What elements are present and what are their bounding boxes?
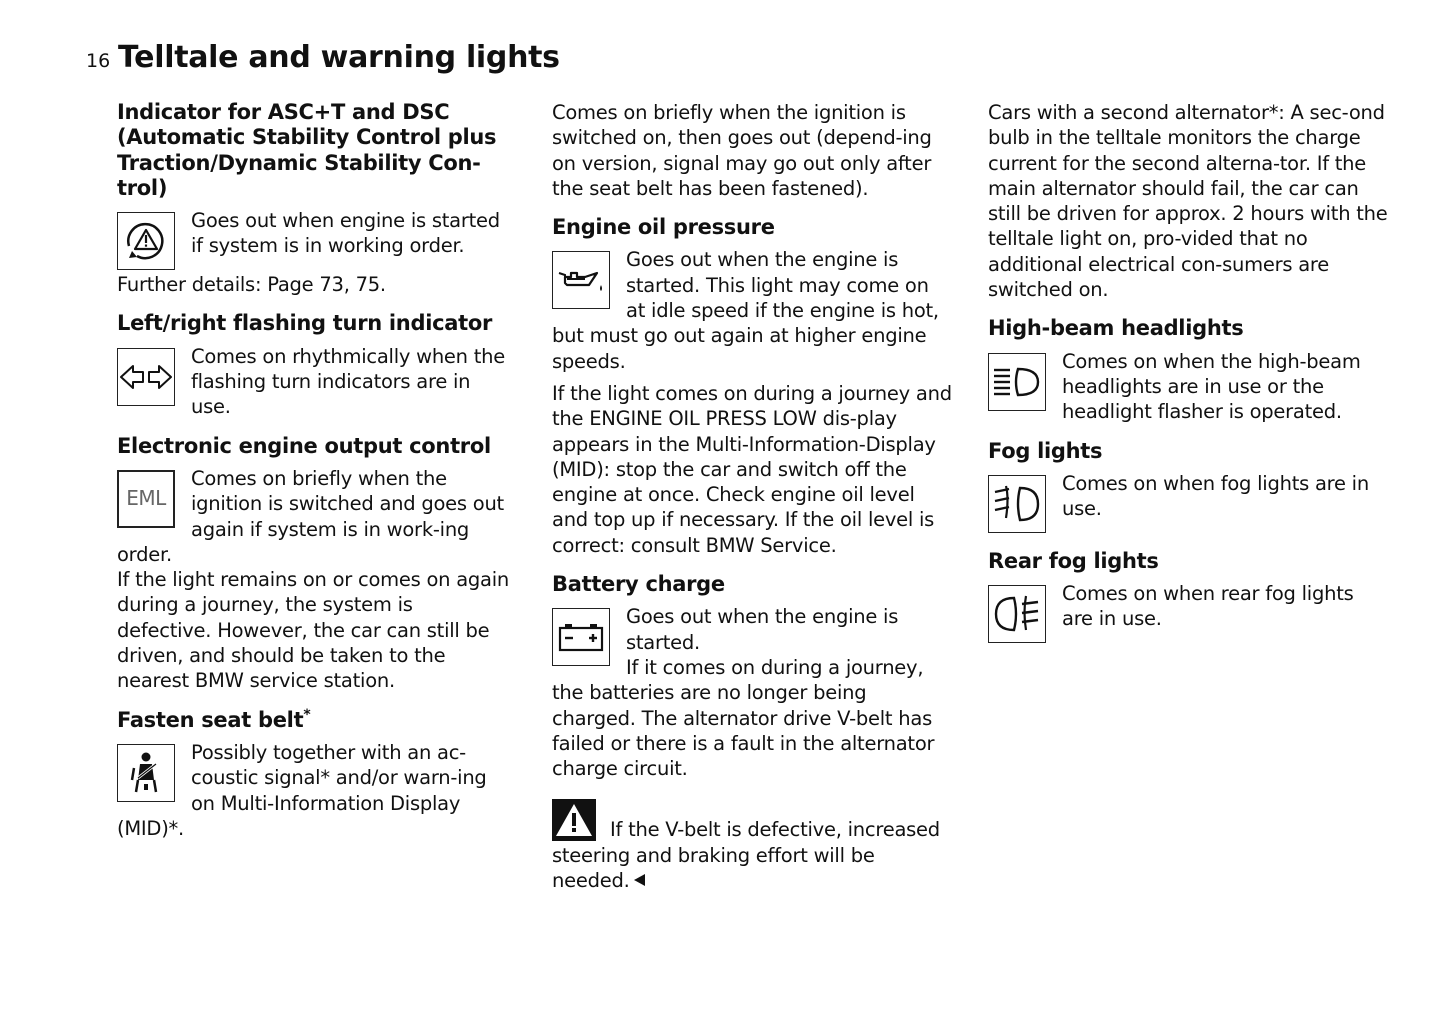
rear-fog-lights-heading: Rear fog lights xyxy=(988,548,1159,573)
high-beam-icon xyxy=(988,353,1046,411)
seat-belt-icon xyxy=(117,744,175,802)
stability-control-warning-icon xyxy=(117,212,175,270)
second-alternator-text: Cars with a second alternator*: A sec-ond bulb in the telltale monitors the charge current for the second alterna-tor. If the main alternator should fail, the car can still be driven for approx. 2 hours with the telltale light on, pro-vided that no additional electrical con-sumers are switched on. xyxy=(988,101,1388,302)
rear-fog-lights-text: Comes on when rear fog lights are in use. xyxy=(1062,582,1354,631)
oil-pressure-text-2: If the light comes on during a journey and the ENGINE OIL PRESS LOW dis-play appears in the Multi-Information-Display (MID): stop the car and switch off the engine at once. Check engine oil level and top up if necessary. If the oil level is correct: consult BMW Service. xyxy=(552,381,952,557)
battery-charge-text: Goes out when the engine is started. xyxy=(626,605,899,654)
battery-charge-heading: Battery charge xyxy=(552,572,725,597)
v-belt-warning-text-body: If the V-belt is defective, increased steering and braking effort will be needed. xyxy=(552,818,940,893)
battery-charge-text-2: If it comes on during a journey, the batteries are no longer being charged. The alternator drive V-belt has failed or there is a fault in the alternator charge circuit. xyxy=(552,655,935,781)
column-1 xyxy=(117,100,512,841)
turn-indicator-arrows-icon xyxy=(117,348,175,406)
eml-text: Comes on briefly when the ignition is switched and goes out again if system is in work-ing order. xyxy=(117,466,504,566)
seat-belt-heading xyxy=(117,708,512,733)
front-fog-light-icon xyxy=(988,475,1046,533)
fog-lights-heading: Fog lights xyxy=(988,438,1103,463)
warning-triangle-icon xyxy=(552,799,596,841)
column-2 xyxy=(552,100,952,893)
eml-icon xyxy=(117,470,175,528)
turn-indicator-heading: Left/right flashing turn indicator xyxy=(117,311,493,336)
seat-belt-continued-text: Comes on briefly when the ignition is switched on, then goes out (depend-ing on version, signal may go out only after the seat belt has been fastened). xyxy=(552,101,932,200)
asc-dsc-heading: Indicator for ASC+T and DSC (Automatic Stability Control plus Traction/Dynamic Stability Con-trol) xyxy=(117,100,497,200)
fog-lights-text: Comes on when fog lights are in use. xyxy=(1062,471,1369,521)
page-title: Telltale and warning lights xyxy=(118,40,560,75)
asc-dsc-text: Goes out when engine is started if system is in working order. xyxy=(191,209,500,258)
battery-icon xyxy=(552,608,610,666)
oil-can-icon xyxy=(552,251,610,309)
high-beam-text: Comes on when the high-beam headlights are in use or the headlight flasher is operated. xyxy=(1062,349,1361,424)
seat-belt-text: Possibly together with an ac-coustic signal* and/or warn-ing on Multi-Information Display (MID)*. xyxy=(117,740,487,840)
asc-further-details: Further details: Page 73, 75. xyxy=(117,273,386,297)
seat-belt-asterisk: * xyxy=(303,706,311,723)
page-number: 16 xyxy=(86,50,111,72)
high-beam-heading: High-beam headlights xyxy=(988,316,1244,341)
eml-heading: Electronic engine output control xyxy=(117,433,491,458)
rear-fog-light-icon xyxy=(988,585,1046,643)
end-marker-icon xyxy=(630,869,646,892)
seat-belt-heading-text: Fasten seat belt xyxy=(117,707,304,732)
oil-pressure-heading: Engine oil pressure xyxy=(552,215,775,240)
turn-indicator-text: Comes on rhythmically when the flashing turn indicators are in use. xyxy=(191,344,505,419)
column-3 xyxy=(988,100,1388,645)
v-belt-warning-text xyxy=(552,795,952,893)
oil-pressure-text: Goes out when the engine is started. This light may come on at idle speed if the engine is hot, but must go out again at higher engine speeds. xyxy=(552,248,939,373)
eml-icon-label: EML xyxy=(126,486,166,511)
eml-text-2: If the light remains on or comes on again during a journey, the system is defective. However, the car can still be driven, and should be taken to the nearest BMW service station. xyxy=(117,568,510,693)
